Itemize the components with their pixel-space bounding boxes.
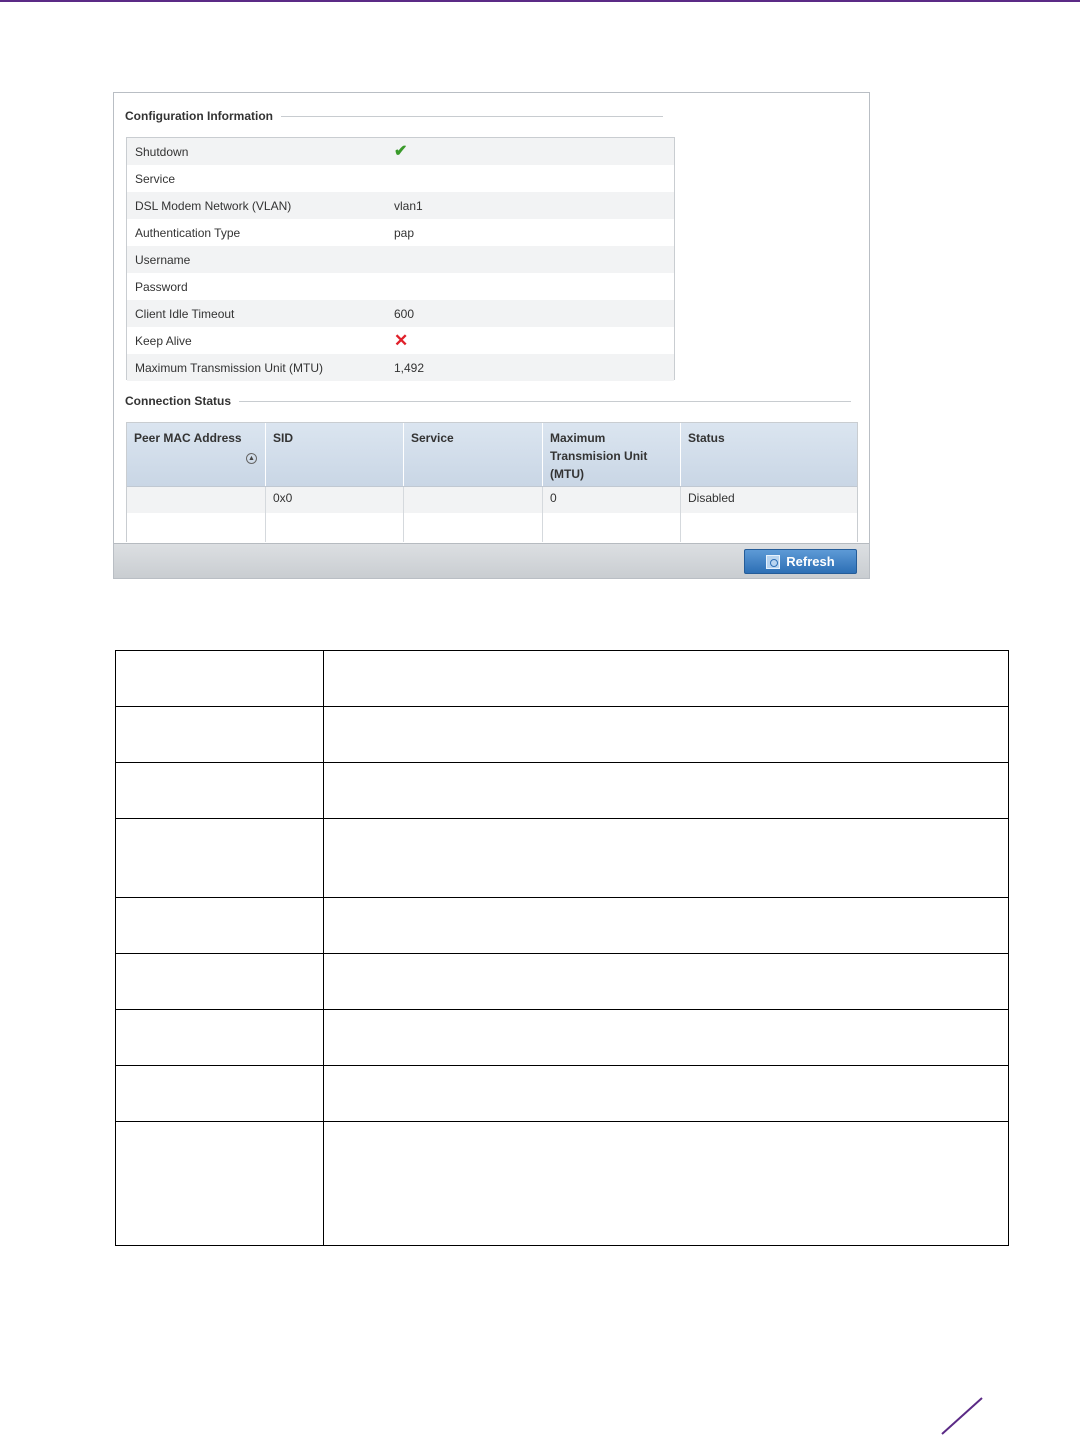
table-row xyxy=(116,707,1009,763)
config-value: 600 xyxy=(394,306,415,321)
table-cell xyxy=(116,1122,324,1246)
table-row xyxy=(116,819,1009,898)
cell-service xyxy=(404,487,543,513)
cell-peer-mac xyxy=(127,487,266,513)
cross-icon: ✕ xyxy=(394,331,409,350)
column-header-label: SID xyxy=(273,431,294,445)
cell-empty xyxy=(266,513,404,542)
config-label: DSL Modem Network (VLAN) xyxy=(135,198,292,213)
config-row-idle-timeout xyxy=(127,300,674,327)
config-label: Username xyxy=(135,252,191,267)
table-row[interactable] xyxy=(127,487,857,513)
config-label: Maximum Transmission Unit (MTU) xyxy=(135,360,324,375)
table-cell xyxy=(116,954,324,1010)
table-cell xyxy=(324,1010,1009,1066)
column-header-status[interactable] xyxy=(681,423,857,486)
column-header-peer-mac[interactable] xyxy=(127,423,266,486)
section-divider xyxy=(239,401,851,402)
cell-status: Disabled xyxy=(688,491,735,505)
config-value: vlan1 xyxy=(394,198,423,213)
config-row-auth-type xyxy=(127,219,674,246)
refresh-button-label: Refresh xyxy=(786,554,835,569)
table-cell xyxy=(116,1010,324,1066)
column-header-sid[interactable] xyxy=(266,423,404,486)
config-value xyxy=(390,332,674,349)
table-cell xyxy=(324,1122,1009,1246)
config-section-header xyxy=(125,109,663,123)
table-cell xyxy=(116,763,324,819)
config-table xyxy=(126,137,675,380)
table-cell xyxy=(116,651,324,707)
config-section-title: Configuration Information xyxy=(125,109,273,123)
cell-empty xyxy=(543,513,681,542)
section-divider xyxy=(281,116,663,117)
table-cell xyxy=(324,954,1009,1010)
table-cell xyxy=(324,819,1009,898)
config-value: pap xyxy=(394,225,415,240)
config-row-service xyxy=(127,165,674,192)
config-label: Shutdown xyxy=(135,144,189,159)
sort-ascending-icon[interactable]: ▲ xyxy=(246,453,257,464)
top-rule xyxy=(0,0,1080,2)
table-header-row xyxy=(127,423,857,487)
ppp-statistics-panel xyxy=(113,92,870,579)
config-label: Authentication Type xyxy=(135,225,241,240)
table-cell xyxy=(324,1066,1009,1122)
table-cell xyxy=(116,898,324,954)
config-label: Password xyxy=(135,279,188,294)
column-header-label: Service xyxy=(411,431,454,445)
config-label: Service xyxy=(135,171,176,186)
table-row xyxy=(116,763,1009,819)
panel-footer xyxy=(114,543,869,578)
config-row-mtu xyxy=(127,354,674,381)
table-row xyxy=(116,954,1009,1010)
connection-section-title: Connection Status xyxy=(125,394,232,408)
table-cell xyxy=(116,707,324,763)
cell-sid: 0x0 xyxy=(266,487,404,513)
slash-mark-icon xyxy=(938,1396,986,1436)
config-row-username xyxy=(127,246,674,273)
description-table xyxy=(115,650,1009,1246)
table-row-empty xyxy=(127,513,857,542)
refresh-button[interactable] xyxy=(744,549,857,574)
config-label: Client Idle Timeout xyxy=(135,306,235,321)
column-header-label: Status xyxy=(688,431,725,445)
config-row-vlan xyxy=(127,192,674,219)
config-row-keep-alive xyxy=(127,327,674,354)
refresh-icon xyxy=(766,555,780,569)
table-row xyxy=(116,1066,1009,1122)
config-value: 1,492 xyxy=(394,360,425,375)
column-header-label: Maximum Transmision Unit (MTU) xyxy=(550,431,648,481)
cell-empty xyxy=(681,513,857,542)
cell-mtu: 0 xyxy=(543,487,681,513)
table-row xyxy=(116,898,1009,954)
table-cell xyxy=(324,651,1009,707)
connection-status-table xyxy=(126,422,858,542)
column-header-mtu[interactable] xyxy=(543,423,681,486)
table-row xyxy=(116,1122,1009,1246)
config-value xyxy=(390,144,674,160)
table-cell xyxy=(116,819,324,898)
config-row-shutdown xyxy=(127,138,674,165)
table-cell xyxy=(324,707,1009,763)
column-header-label: Peer MAC Address xyxy=(134,431,242,445)
column-header-service[interactable] xyxy=(404,423,543,486)
config-row-password xyxy=(127,273,674,300)
table-cell xyxy=(324,763,1009,819)
table-cell xyxy=(324,898,1009,954)
check-icon: ✔ xyxy=(394,142,408,160)
table-row xyxy=(116,1010,1009,1066)
cell-empty xyxy=(404,513,543,542)
table-cell xyxy=(116,1066,324,1122)
connection-section-header xyxy=(125,394,851,408)
config-label: Keep Alive xyxy=(135,333,192,348)
cell-empty xyxy=(127,513,266,542)
table-row xyxy=(116,651,1009,707)
